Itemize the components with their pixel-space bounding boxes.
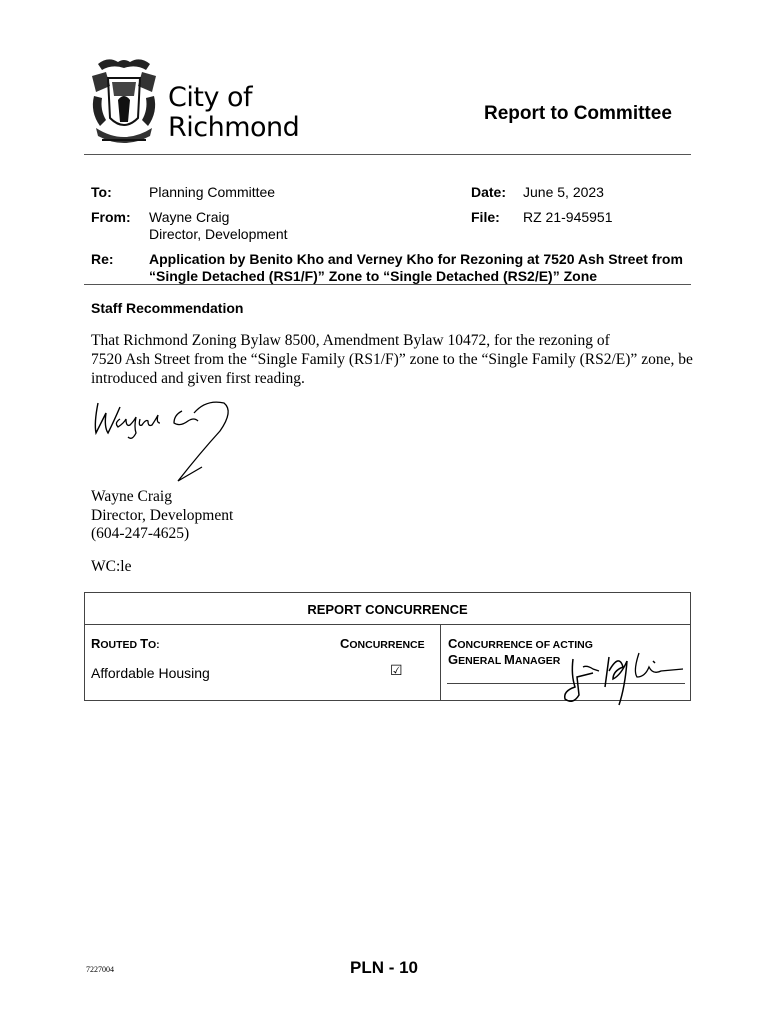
re-line1: Application by Benito Kho and Verney Kho for Rezoning at 7520 Ash Street from	[149, 251, 683, 267]
re-divider	[84, 284, 691, 285]
routing-cell	[85, 625, 441, 701]
header-divider	[84, 154, 691, 155]
concurrence-heading-cell	[85, 593, 691, 625]
recommendation-line3: introduced and given first reading.	[91, 370, 305, 387]
concurrence-heading: REPORT CONCURRENCE	[307, 601, 468, 617]
handwritten-signature-gm	[553, 647, 693, 707]
re-line2: “Single Detached (RS1/F)” Zone to “Single Detached (RS2/E)” Zone	[149, 268, 598, 284]
logo-text-line2: Richmond	[168, 112, 300, 143]
to-value: Planning Committee	[149, 184, 276, 200]
report-concurrence-table	[84, 592, 691, 701]
file-label: File:	[471, 209, 500, 225]
gm-header-line2: GENERAL MANAGER	[448, 652, 561, 667]
recommendation-line2: 7520 Ash Street from the “Single Family (RS1/F)” zone to the “Single Family (RS2/E)” zone, be	[91, 351, 693, 368]
signatory-name: Wayne Craig	[91, 488, 172, 505]
to-label: To:	[91, 184, 112, 200]
from-name: Wayne Craig	[149, 209, 230, 225]
concurrence-checkbox: ☑	[390, 663, 403, 679]
re-label: Re:	[91, 251, 114, 267]
signatory-title: Director, Development	[91, 507, 234, 524]
city-crest-logo	[88, 56, 160, 148]
recommendation-line1: That Richmond Zoning Bylaw 8500, Amendment Bylaw 10472, for the rezoning of	[91, 332, 610, 349]
department-name: Affordable Housing	[91, 665, 210, 681]
date-value: June 5, 2023	[523, 184, 604, 200]
report-title: Report to Committee	[484, 103, 672, 124]
document-number: 7227004	[86, 965, 114, 974]
signatory-phone: (604-247-4625)	[91, 525, 190, 542]
signatory-initials: WC:le	[91, 558, 132, 575]
file-value: RZ 21-945951	[523, 209, 613, 225]
from-title: Director, Development	[149, 226, 288, 242]
concurrence-header: CONCURRENCE	[340, 636, 425, 651]
page-label: PLN - 10	[350, 958, 419, 977]
logo-text-line1: City of	[168, 82, 253, 113]
staff-recommendation-heading: Staff Recommendation	[91, 300, 244, 316]
routed-to-header: ROUTED TO:	[91, 636, 160, 651]
from-label: From:	[91, 209, 131, 225]
handwritten-signature-director	[90, 393, 240, 488]
gm-cell	[441, 625, 691, 701]
gm-header-line1: CONCURRENCE OF ACTING	[448, 636, 593, 651]
date-label: Date:	[471, 184, 507, 200]
